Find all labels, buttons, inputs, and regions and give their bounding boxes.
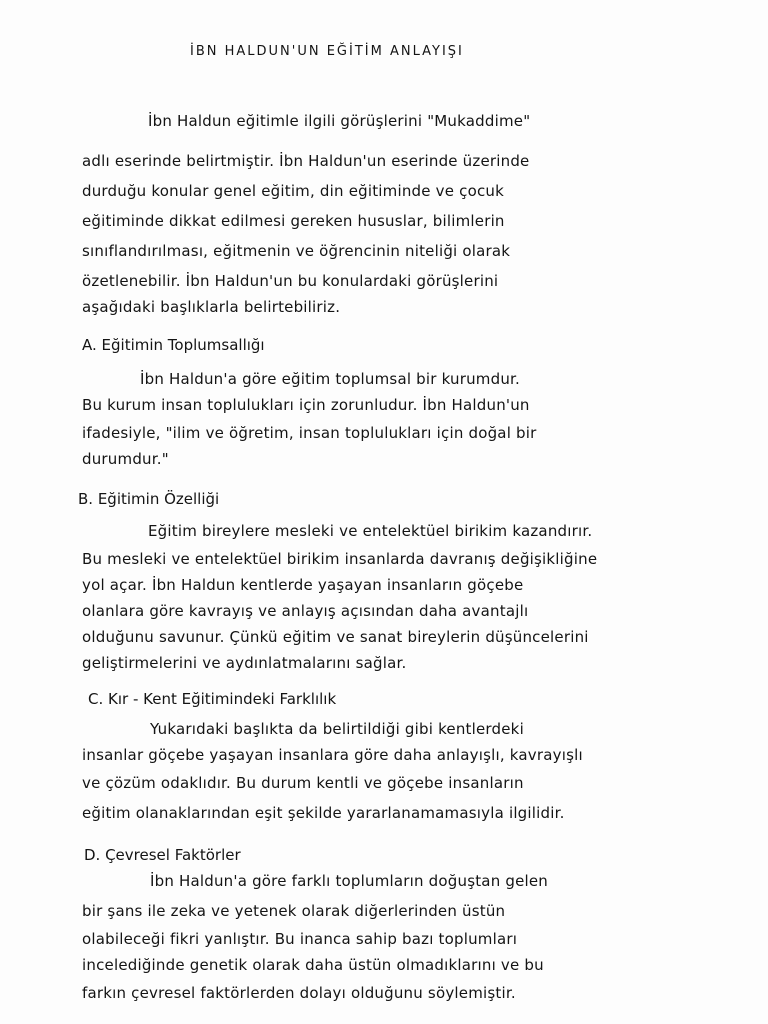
section-a-heading: A. Eğitimin Toplumsallığı — [82, 336, 265, 354]
section-d-line-3: olabileceği fikri yanlıştır. Bu inanca sahip bazı toplumları — [82, 930, 518, 948]
section-b-line-2: Bu mesleki ve entelektüel birikim insanlarda davranış değişikliğine — [82, 550, 598, 568]
section-c-heading: C. Kır - Kent Eğitimindeki Farklılık — [88, 690, 337, 708]
section-d-heading: D. Çevresel Faktörler — [84, 846, 241, 864]
section-d-line-5: farkın çevresel faktörlerden dolayı olduğunu söylemiştir. — [82, 984, 516, 1002]
intro-line-6: özetlenebilir. İbn Haldun'un bu konulardaki görüşlerini — [82, 272, 499, 290]
section-b-line-6: geliştirmelerini ve aydınlatmalarını sağlar. — [82, 654, 407, 672]
section-b-line-1: Eğitim bireylere mesleki ve entelektüel birikim kazandırır. — [148, 522, 593, 540]
intro-line-4: eğitiminde dikkat edilmesi gereken hususlar, bilimlerin — [82, 212, 505, 230]
section-b-heading: B. Eğitimin Özelliği — [78, 490, 220, 508]
section-c-line-4: eğitim olanaklarından eşit şekilde yararlanamamasıyla ilgilidir. — [82, 804, 565, 822]
section-d-line-4: incelediğinde genetik olarak daha üstün olmadıklarını ve bu — [82, 956, 544, 974]
section-d-line-2: bir şans ile zeka ve yetenek olarak diğerlerinden üstün — [82, 902, 506, 920]
intro-line-3: durduğu konular genel eğitim, din eğitiminde ve çocuk — [82, 182, 505, 200]
section-a-line-4: durumdur." — [82, 450, 169, 468]
page-title: İBN HALDUN'UN EĞİTİM ANLAYIŞI — [190, 44, 464, 59]
section-c-line-2: insanlar göçebe yaşayan insanlara göre daha anlayışlı, kavrayışlı — [82, 746, 583, 764]
section-d-line-1: İbn Haldun'a göre farklı toplumların doğuştan gelen — [150, 872, 549, 890]
section-c-line-1: Yukarıdaki başlıkta da belirtildiği gibi kentlerdeki — [150, 720, 524, 738]
intro-line-7: aşağıdaki başlıklarla belirtebiliriz. — [82, 298, 341, 316]
intro-line-5: sınıflandırılması, eğitmenin ve öğrencinin niteliği olarak — [82, 242, 511, 260]
section-a-line-3: ifadesiyle, "ilim ve öğretim, insan toplulukları için doğal bir — [82, 424, 537, 442]
intro-line-2: adlı eserinde belirtmiştir. İbn Haldun'un eserinde üzerinde — [82, 152, 530, 170]
section-b-line-5: olduğunu savunur. Çünkü eğitim ve sanat bireylerin düşüncelerini — [82, 628, 589, 646]
intro-line-1: İbn Haldun eğitimle ilgili görüşlerini "Mukaddime" — [148, 112, 531, 130]
section-a-line-2: Bu kurum insan toplulukları için zorunludur. İbn Haldun'un — [82, 396, 530, 414]
section-b-line-4: olanlara göre kavrayış ve anlayış açısından daha avantajlı — [82, 602, 529, 620]
section-c-line-3: ve çözüm odaklıdır. Bu durum kentli ve göçebe insanların — [82, 774, 524, 792]
section-b-line-3: yol açar. İbn Haldun kentlerde yaşayan insanların göçebe — [82, 576, 524, 594]
section-a-line-1: İbn Haldun'a göre eğitim toplumsal bir kurumdur. — [140, 370, 520, 388]
